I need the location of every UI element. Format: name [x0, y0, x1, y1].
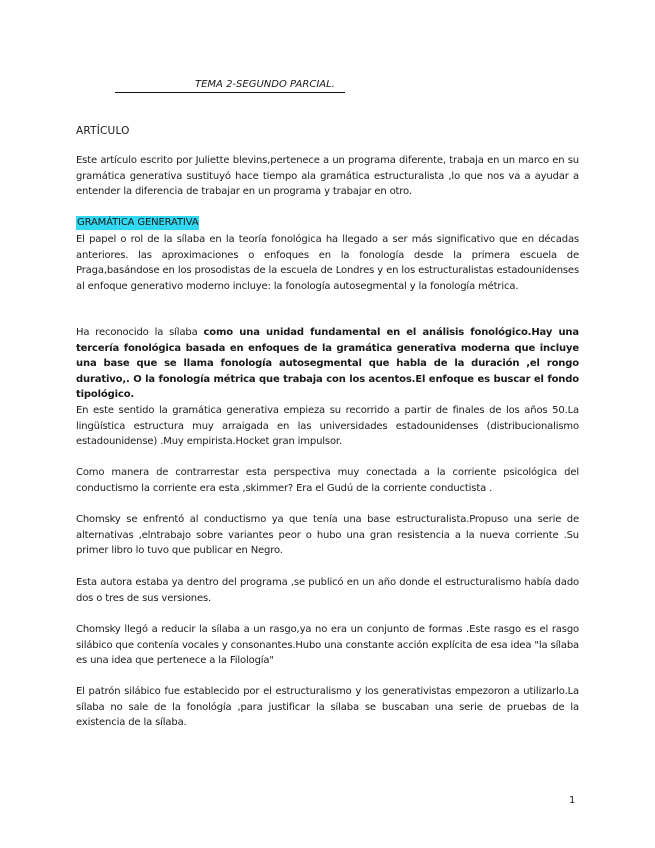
paragraph-2-bold: como una unidad fundamental en el análisis fonológico.Hay una tercería fonológica basada en enfoques de la gramática generativa moderna que incluye una base que se llama fonología autosegmental que habla de la duración ,el rongo durativo,. O la fonología métrica que trabaja con los acentos.El enfoque es buscar el fondo tipológico. — [76, 327, 579, 401]
paragraph-1: El papel o rol de la sílaba en la teoría fonológica ha llegado a ser más significativo que en décadas anteriores. las aproximaciones o enfoques en la fonología desde la primera escuela de Praga,basándose en los prosodistas de la escuela de Londres y en los estructuralistas estadounidenses al enfoque generativo moderno incluye: la fonología autosegmental y la fonología métrica. — [76, 234, 579, 292]
generative-section — [76, 215, 579, 231]
paragraph-3: En este sentido la gramática generativa empieza su recorrido a partir de finales de los años 50.La lingüística estructura muy arraigada en las universidades estadounidenses (distribucionalismo estadounidense) .Muy empirista.Hocket gran impulsor. — [76, 405, 579, 448]
page-number: 1 — [569, 795, 576, 806]
paragraph-8: El patrón silábico fue establecido por el estructuralismo y los generativistas empezoron a utilizarlo.La sílaba no sale de la fonológía ,para justificar la sílaba se buscaban una serie de pruebas de la existencia de la sílaba. — [76, 686, 579, 729]
title-text: TEMA 2-SEGUNDO PARCIAL. — [195, 79, 335, 90]
highlighted-heading: GRAMÁTICA GENERATIVA — [77, 217, 199, 228]
paragraph-6: Esta autora estaba ya dentro del programa ,se publicó en un año donde el estructuralismo había dado dos o tres de sus versiones. — [76, 577, 579, 604]
paragraph-2-start: Ha reconocido la sílaba — [76, 327, 204, 338]
paragraph-5: Chomsky se enfrentó al conductismo ya que tenía una base estructuralista.Propuso una serie de alternativas ,elntrabajo sobre variantes peor o hubo una gran resistencia a la nueva corriente .Su primer libro lo tuvo que publicar en Negro. — [76, 514, 579, 557]
paragraph-2 — [76, 325, 579, 403]
intro-paragraph: Este artículo escrito por Juliette blevins,pertenece a un programa diferente, trabaja en un marco en su gramática generativa sustituyó hace tiempo ala gramática estructuralista ,lo que nos va a ayudar a entender la diferencia de trabajar en un programa y trabajar en otro. — [76, 155, 579, 198]
paragraph-7: Chomsky llegó a reducir la sílaba a un rasgo,ya no era un conjunto de formas .Este rasgo es el rasgo silábico que contenía vocales y consonantes.Hubo una constante acción explícita de esa idea "la sílaba es una idea que pertenece a la Filología" — [76, 624, 579, 667]
section-heading: ARTÍCULO — [76, 125, 130, 137]
paragraph-4: Como manera de contrarrestar esta perspectiva muy conectada a la corriente psicológica del conductismo la corriente era esta ,skimmer? Era el Gudú de la corriente conductista . — [76, 467, 579, 494]
document-title — [115, 78, 345, 93]
